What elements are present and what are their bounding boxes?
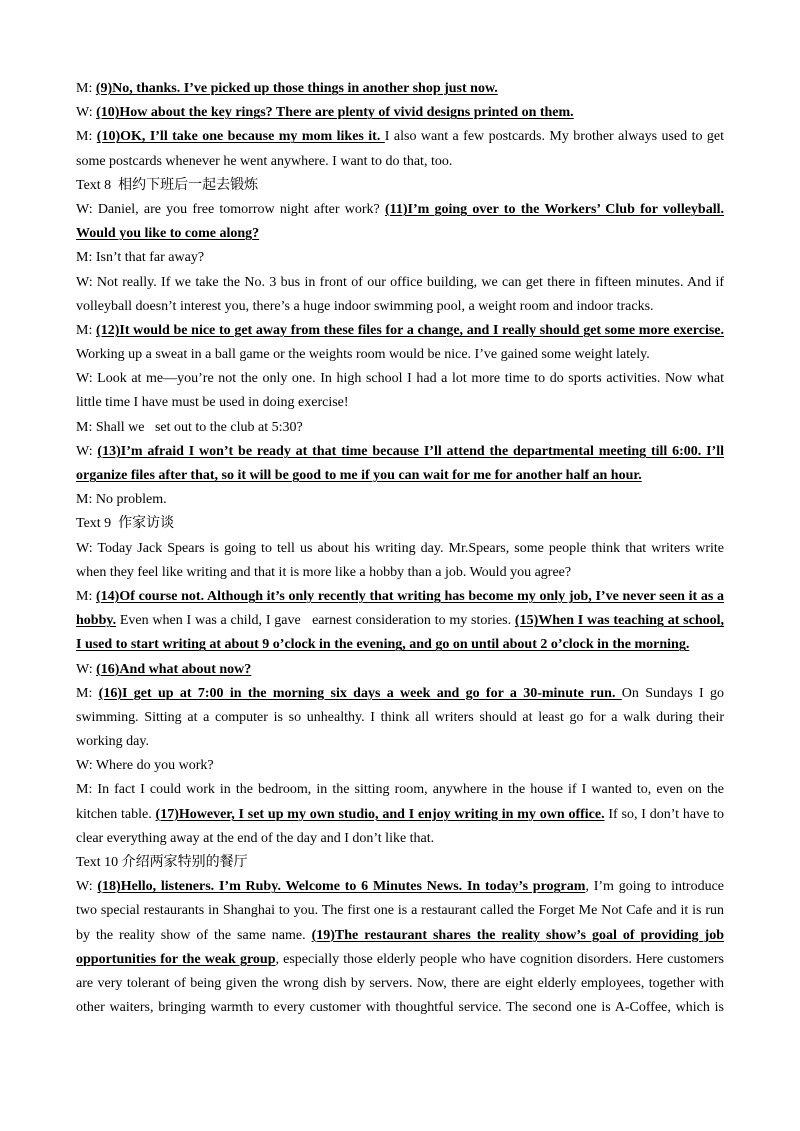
line-text: M: — [76, 322, 97, 338]
section-heading — [76, 174, 724, 198]
dialogue-line — [76, 440, 724, 488]
line-text: If so, I don’t have to clear everything away at the end of the day and I don’t like that. — [76, 806, 724, 846]
key-answer: (10)How about the key rings? There are plenty of vivid designs printed on them. — [96, 105, 574, 121]
key-answer: (18)Hello, listeners. I’m Ruby. Welcome to 6 Minutes News. In today’s program — [97, 879, 586, 895]
line-text: W: Where do you work? — [76, 758, 214, 774]
dialogue-line — [76, 416, 724, 440]
line-text: W: Look at me—you’re not the only one. In high school I had a lot more time to do sports activities. Now what little time I have must be used in doing exercise! — [76, 371, 724, 411]
line-text: M: No problem. — [76, 492, 167, 508]
line-text: W: — [76, 879, 98, 895]
heading-text: Text 8 相约下班后一起去锻炼 — [76, 177, 259, 193]
dialogue-line — [76, 537, 724, 585]
line-text: Even when I was a child, I gave earnest consideration to my stories. — [116, 613, 515, 629]
line-text: M: — [76, 588, 97, 604]
dialogue-line — [76, 682, 724, 755]
key-answer: (16)And what about now? — [96, 661, 252, 677]
line-text: M: — [76, 81, 96, 96]
heading-text: Text 9 作家访谈 — [76, 516, 175, 532]
line-text: , I’m going to introduce two special restaurants in Shanghai to you. The first one is a restaurant called the Forget Me Not Cafe and it is run by the reality show of the same name. — [76, 879, 724, 943]
dialogue-line — [76, 246, 724, 270]
key-answer: (16)I get up at 7:00 in the morning six days a week and go for a 30-minute run. — [98, 685, 622, 701]
dialogue-line — [76, 778, 724, 851]
dialogue-line — [76, 77, 724, 101]
key-answer: (15)When I was teaching at school, I used to start writing at about 9 o’clock in the evening, and go on until about 2 o’clock in the morning. — [76, 613, 725, 653]
line-text: W: Not really. If we take the No. 3 bus in front of our office building, we can get there in fifteen minutes. And if volleyball doesn’t interest you, there’s a huge indoor swimming pool, a weight room and indoor tracks. — [76, 274, 724, 314]
line-text: M: In fact I could work in the bedroom, in the sitting room, anywhere in the house if I wanted to, even on the kitchen table. — [76, 782, 724, 822]
dialogue-line — [76, 658, 724, 682]
dialogue-line — [76, 101, 724, 125]
line-text: On Sundays I go swimming. Sitting at a computer is so unhealthy. I think all writers should at least go for a walk during their working day. — [76, 685, 724, 750]
section-heading — [76, 512, 724, 536]
dialogue-line — [76, 488, 724, 512]
line-text: W: — [76, 661, 97, 677]
line-text: W: — [76, 105, 97, 121]
dialogue-line — [76, 585, 724, 658]
key-answer: (13)I’m afraid I won’t be ready at that time because I’ll attend the departmental meeting till 6:00. I’ll organize files after that, so it will be good to me if you can wait for me for another half an hour. — [76, 443, 724, 483]
line-text: W: — [76, 443, 98, 459]
key-answer: (9)No, thanks. I’ve picked up those things in another shop just now. — [95, 81, 498, 96]
key-answer: (12)It would be nice to get away from these files for a change, and I really should get some more exercise. — [96, 322, 724, 338]
line-text: W: Daniel, are you free tomorrow night after work? — [76, 201, 385, 217]
line-text: Working up a sweat in a ball game or the weights room would be nice. I’ve gained some weight lately. — [76, 347, 650, 363]
key-answer: (14)Of course not. Although it’s only recently that writing has become my only job, I’ve never seen it as a hobby. — [76, 588, 724, 629]
section-heading — [76, 851, 724, 875]
line-text: M: — [76, 129, 97, 145]
key-answer: (10)OK, I’ll take one because my mom likes it. — [96, 129, 385, 145]
dialogue-line — [76, 367, 724, 415]
dialogue-line — [76, 754, 724, 778]
line-text: W: Today Jack Spears is going to tell us about his writing day. Mr.Spears, some people think that writers write when they feel like writing and that it is more like a hobby than a job. Would you agree? — [76, 540, 724, 580]
heading-text: Text 10 介绍两家特别的餐厅 — [76, 855, 248, 870]
dialogue-line — [76, 875, 724, 1020]
key-answer: (17)However, I set up my own studio, and I enjoy writing in my own office. — [155, 806, 605, 822]
dialogue-line — [76, 125, 724, 173]
transcript-body — [76, 77, 724, 1020]
dialogue-line — [76, 319, 724, 367]
line-text: , especially those elderly people who have cognition disorders. Here customers are very tolerant of being given the wrong dish by servers. Now, there are eight elderly employees, together with other waiters, bringing warmth to every customer with thoughtful service. The second one is A-Coffee, which is — [76, 951, 725, 1016]
line-text: I also want a few postcards. My brother always used to get some postcards whenever he went anywhere. I want to do that, too. — [76, 129, 724, 169]
line-text: M: Isn’t that far away? — [76, 250, 205, 266]
dialogue-line — [76, 198, 724, 246]
key-answer: (11)I’m going over to the Workers’ Club for volleyball. Would you like to come along? — [76, 201, 724, 242]
line-text: M: — [76, 685, 99, 701]
dialogue-line — [76, 271, 724, 319]
key-answer: (19)The restaurant shares the reality show’s goal of providing job opportunities for the weak group — [76, 927, 724, 967]
line-text: M: Shall we set out to the club at 5:30? — [76, 419, 303, 435]
